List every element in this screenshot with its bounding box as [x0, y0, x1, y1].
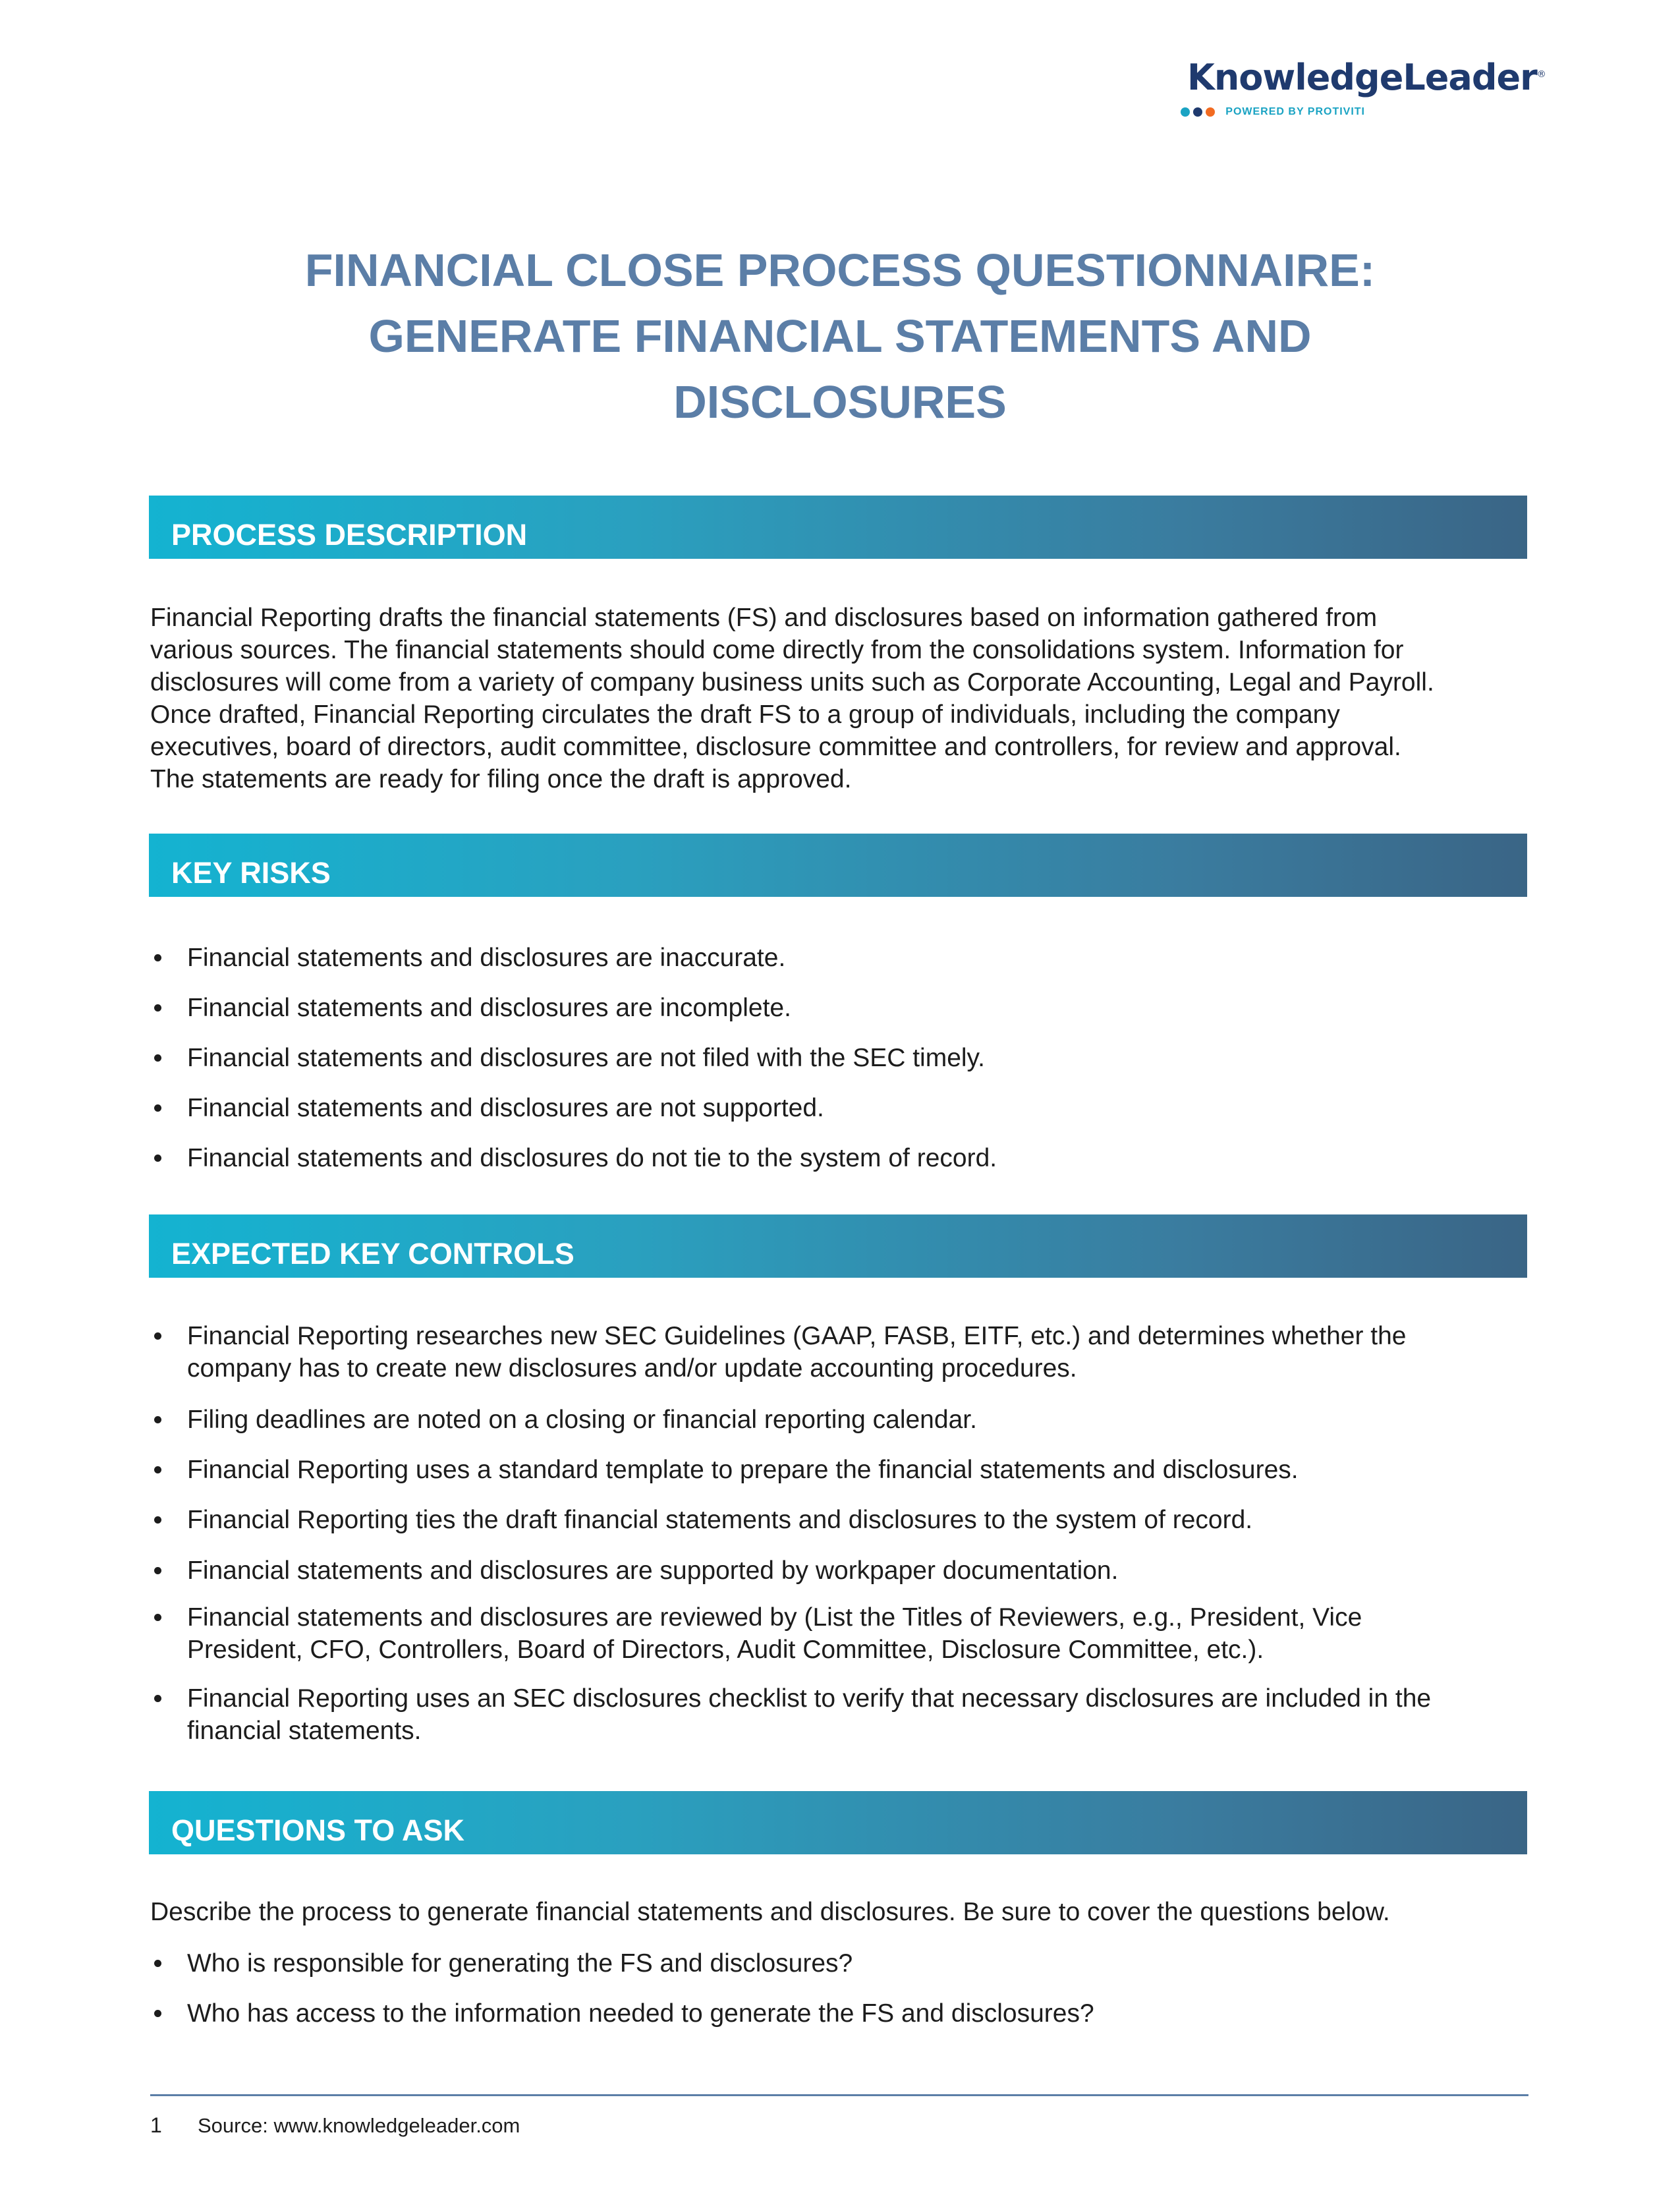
list-item-line: company has to create new disclosures and/or update accounting procedures.: [187, 1354, 1077, 1383]
list-item-text: [187, 1504, 1252, 1536]
list-item-line: Financial Reporting uses an SEC disclosures checklist to verify that necessary disclosures are included in the: [187, 1684, 1432, 1713]
list-item-line: Financial statements and disclosures are incomplete.: [187, 994, 791, 1022]
section-header-key-risks: [149, 834, 1527, 897]
list-item-text: [187, 1092, 824, 1124]
paragraph-line: Financial Reporting drafts the financial statements (FS) and disclosures based on information gathered from: [150, 604, 1378, 632]
footer-divider: [150, 2094, 1528, 2096]
list-item-text: [187, 1555, 1118, 1587]
list-item-text: [187, 1997, 1094, 2030]
footer-source: Source: www.knowledgeleader.com: [198, 2114, 520, 2137]
logo-dots-icon: [1181, 107, 1215, 117]
list-item-line: Financial statements and disclosures are inaccurate.: [187, 944, 786, 972]
list-item-line: Financial statements and disclosures are not supported.: [187, 1094, 824, 1122]
list-item-line: President, CFO, Controllers, Board of Directors, Audit Committee, Disclosure Committee, etc.).: [187, 1636, 1264, 1664]
section-header-questions-to-ask: [149, 1791, 1527, 1854]
logo-dot: [1193, 107, 1202, 117]
page-footer: [150, 2112, 520, 2139]
questions-intro: [150, 1896, 1530, 1928]
list-item-line: Financial Reporting uses a standard template to prepare the financial statements and disclosures.: [187, 1456, 1299, 1484]
paragraph-line: various sources. The financial statements should come directly from the consolidations system. Information for: [150, 636, 1404, 664]
process-description-paragraph: [150, 602, 1530, 795]
document-title: [150, 237, 1530, 435]
list-item-line: Financial statements and disclosures are not filed with the SEC timely.: [187, 1044, 985, 1072]
paragraph-line: The statements are ready for filing once the draft is approved.: [150, 765, 852, 793]
page-number: 1: [150, 2113, 162, 2137]
section-heading: QUESTIONS TO ASK: [171, 1813, 465, 1847]
list-item-line: Filing deadlines are noted on a closing or financial reporting calendar.: [187, 1406, 977, 1434]
list-item-text: [187, 1454, 1299, 1486]
logo-wordmark-text: KnowledgeLeader: [1187, 57, 1537, 98]
list-item-text: [187, 1042, 985, 1074]
section-header-process-description: [149, 496, 1527, 559]
list-item-line: financial statements.: [187, 1717, 422, 1745]
list-item-text: [187, 1320, 1407, 1384]
list-item-text: [187, 1142, 997, 1174]
knowledgeleader-logo: [1187, 51, 1546, 118]
title-line: FINANCIAL CLOSE PROCESS QUESTIONNAIRE:: [304, 244, 1376, 296]
list-item-text: [187, 1404, 977, 1436]
list-item-line: Who has access to the information needed to generate the FS and disclosures?: [187, 1999, 1094, 2028]
title-line: DISCLOSURES: [673, 376, 1007, 428]
section-heading: KEY RISKS: [171, 856, 331, 890]
list-item-text: [187, 1601, 1362, 1666]
section-header-expected-key-controls: [149, 1214, 1527, 1278]
logo-dot: [1181, 107, 1190, 117]
logo-tagline: POWERED BY PROTIVITI: [1225, 106, 1365, 117]
list-item-line: Financial statements and disclosures do not tie to the system of record.: [187, 1144, 997, 1172]
section-heading: PROCESS DESCRIPTION: [171, 518, 528, 552]
section-heading: EXPECTED KEY CONTROLS: [171, 1237, 574, 1270]
paragraph-line: executives, board of directors, audit committee, disclosure committee and controllers, for review and approval.: [150, 733, 1401, 761]
list-item-line: Financial Reporting researches new SEC Guidelines (GAAP, FASB, EITF, etc.) and determines whether the: [187, 1322, 1407, 1350]
paragraph-line: Once drafted, Financial Reporting circulates the draft FS to a group of individuals, including the company: [150, 700, 1340, 729]
list-item-text: [187, 942, 785, 974]
paragraph-line: Describe the process to generate financial statements and disclosures. Be sure to cover the questions below.: [150, 1898, 1390, 1926]
list-item-text: [187, 1682, 1431, 1747]
logo-subline: [1187, 106, 1365, 118]
logo-wordmark: [1187, 51, 1546, 101]
registered-mark: ®: [1536, 69, 1546, 80]
list-item-text: [187, 992, 791, 1024]
list-item-line: Financial Reporting ties the draft financial statements and disclosures to the system of record.: [187, 1506, 1253, 1534]
logo-dot: [1206, 107, 1215, 117]
list-item-text: [187, 1947, 853, 1980]
list-item-line: Financial statements and disclosures are reviewed by (List the Titles of Reviewers, e.g., President, Vice: [187, 1603, 1362, 1632]
list-item-line: Who is responsible for generating the FS and disclosures?: [187, 1949, 853, 1978]
title-line: GENERATE FINANCIAL STATEMENTS AND: [368, 310, 1312, 362]
list-item-line: Financial statements and disclosures are supported by workpaper documentation.: [187, 1556, 1119, 1585]
paragraph-line: disclosures will come from a variety of company business units such as Corporate Accounting, Legal and Payroll.: [150, 668, 1434, 697]
